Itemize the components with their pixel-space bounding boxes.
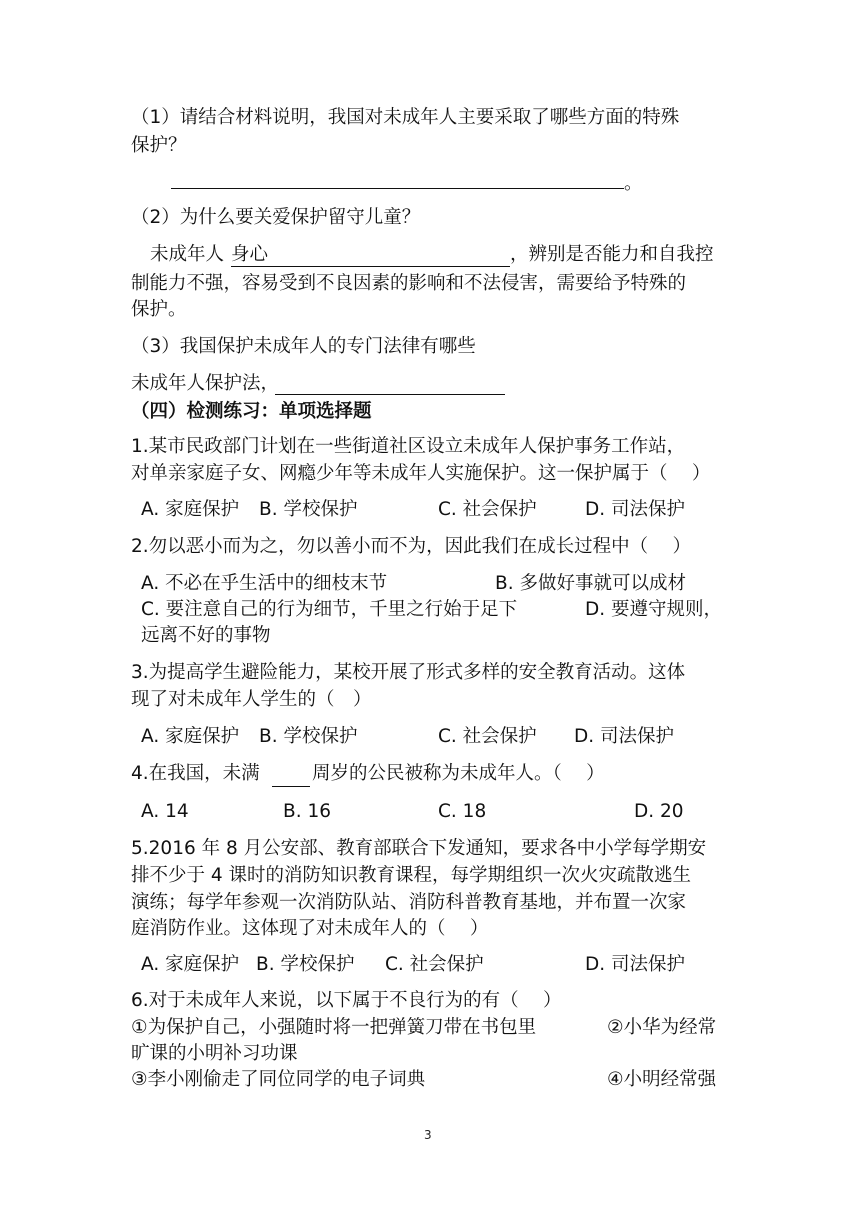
q1-line1: （1）请结合材料说明，我国对未成年人主要采取了哪些方面的特殊 bbox=[131, 107, 680, 128]
question-5-line4: 庭消防作业。这体现了对未成年人的（ ） bbox=[131, 918, 489, 939]
q1-end: 。 bbox=[624, 173, 643, 194]
question-1-line1: 1.某市民政部门计划在一些街道社区设立未成年人保护事务工作站， bbox=[131, 436, 686, 457]
question-6-item-1: ①为保护自己，小强随时将一把弹簧刀带在书包里 bbox=[131, 1017, 537, 1038]
question-4-part2: 周岁的公民被称为未成年人。（ ） bbox=[312, 763, 605, 784]
question-1-option-b[interactable]: B. 学校保护 bbox=[259, 499, 358, 520]
question-6-item-2: ②小华为经常 bbox=[607, 1017, 717, 1038]
question-5-option-d[interactable]: D. 司法保护 bbox=[585, 954, 686, 975]
question-4-option-c[interactable]: C. 18 bbox=[438, 801, 487, 822]
question-2-option-b[interactable]: B. 多做好事就可以成材 bbox=[495, 573, 686, 594]
question-1-option-c[interactable]: C. 社会保护 bbox=[438, 499, 537, 520]
q2-underlined: 身心 bbox=[231, 244, 269, 265]
question-2-option-d[interactable]: D. 要遵守规则， bbox=[585, 599, 723, 620]
q1-answer-blank[interactable] bbox=[171, 188, 624, 189]
q1-line2: 保护？ bbox=[131, 135, 187, 156]
question-4-option-d[interactable]: D. 20 bbox=[634, 801, 684, 822]
q2-line3: 保护。 bbox=[131, 299, 187, 320]
question-4-option-a[interactable]: A. 14 bbox=[141, 801, 189, 822]
question-1-option-a[interactable]: A. 家庭保护 bbox=[141, 499, 240, 520]
question-5-line2: 排不少于 4 课时的消防知识教育课程，每学期组织一次火灾疏散逃生 bbox=[131, 865, 692, 886]
question-2-option-a[interactable]: A. 不必在乎生活中的细枝末节 bbox=[141, 573, 388, 594]
question-4-part1: 4.在我国，未满 bbox=[131, 763, 260, 784]
q2-title: （2）为什么要关爱保护留守儿童？ bbox=[131, 207, 421, 228]
question-5-option-c[interactable]: C. 社会保护 bbox=[385, 954, 484, 975]
page-number: 3 bbox=[424, 1128, 432, 1142]
question-6-item-4: ④小明经常强 bbox=[607, 1069, 717, 1090]
q2-prefix: 未成年人 bbox=[150, 244, 225, 265]
q2-answer-blank[interactable] bbox=[231, 266, 510, 267]
question-6-item-2-cont: 旷课的小明补习功课 bbox=[131, 1043, 298, 1064]
question-1-option-d[interactable]: D. 司法保护 bbox=[585, 499, 686, 520]
q2-after: ，辨别是否能力和自我控 bbox=[510, 244, 714, 265]
question-2-option-c[interactable]: C. 要注意自己的行为细节，千里之行始于足下 bbox=[141, 599, 518, 620]
question-2-line1: 2.勿以恶小而为之，勿以善小而不为，因此我们在成长过程中（ ） bbox=[131, 536, 692, 557]
question-5-option-b[interactable]: B. 学校保护 bbox=[256, 954, 355, 975]
question-5-line3: 演练；每学年参观一次消防队站、消防科普教育基地，并布置一次家 bbox=[131, 892, 687, 913]
question-2-option-d-cont: 远离不好的事物 bbox=[141, 625, 271, 646]
question-5-option-a[interactable]: A. 家庭保护 bbox=[141, 954, 240, 975]
q3-answer-blank[interactable] bbox=[275, 394, 505, 395]
question-6-item-3: ③李小刚偷走了同位同学的电子词典 bbox=[131, 1069, 426, 1090]
question-3-option-b[interactable]: B. 学校保护 bbox=[259, 726, 358, 747]
q3-answer: 未成年人保护法， bbox=[131, 373, 280, 394]
section-title: （四）检测练习：单项选择题 bbox=[131, 401, 372, 422]
question-5-line1: 5.2016 年 8 月公安部、教育部联合下发通知，要求各中小学每学期安 bbox=[131, 838, 707, 859]
q2-line2: 制能力不强，容易受到不良因素的影响和不法侵害，需要给予特殊的 bbox=[131, 273, 687, 294]
question-3-option-a[interactable]: A. 家庭保护 bbox=[141, 726, 240, 747]
question-3-line1: 3.为提高学生避险能力，某校开展了形式多样的安全教育活动。这体 bbox=[131, 662, 686, 683]
question-3-line2: 现了对未成年人学生的（ ） bbox=[131, 689, 372, 710]
question-4-blank[interactable] bbox=[272, 786, 310, 787]
question-3-option-c[interactable]: C. 社会保护 bbox=[438, 726, 537, 747]
question-3-option-d[interactable]: D. 司法保护 bbox=[574, 726, 675, 747]
q3-title: （3）我国保护未成年人的专门法律有哪些 bbox=[131, 336, 476, 357]
question-6-line1: 6.对于未成年人来说，以下属于不良行为的有（ ） bbox=[131, 990, 562, 1011]
question-4-option-b[interactable]: B. 16 bbox=[283, 801, 331, 822]
question-1-line2: 对单亲家庭子女、网瘾少年等未成年人实施保护。这一保护属于（ ） bbox=[131, 463, 711, 484]
